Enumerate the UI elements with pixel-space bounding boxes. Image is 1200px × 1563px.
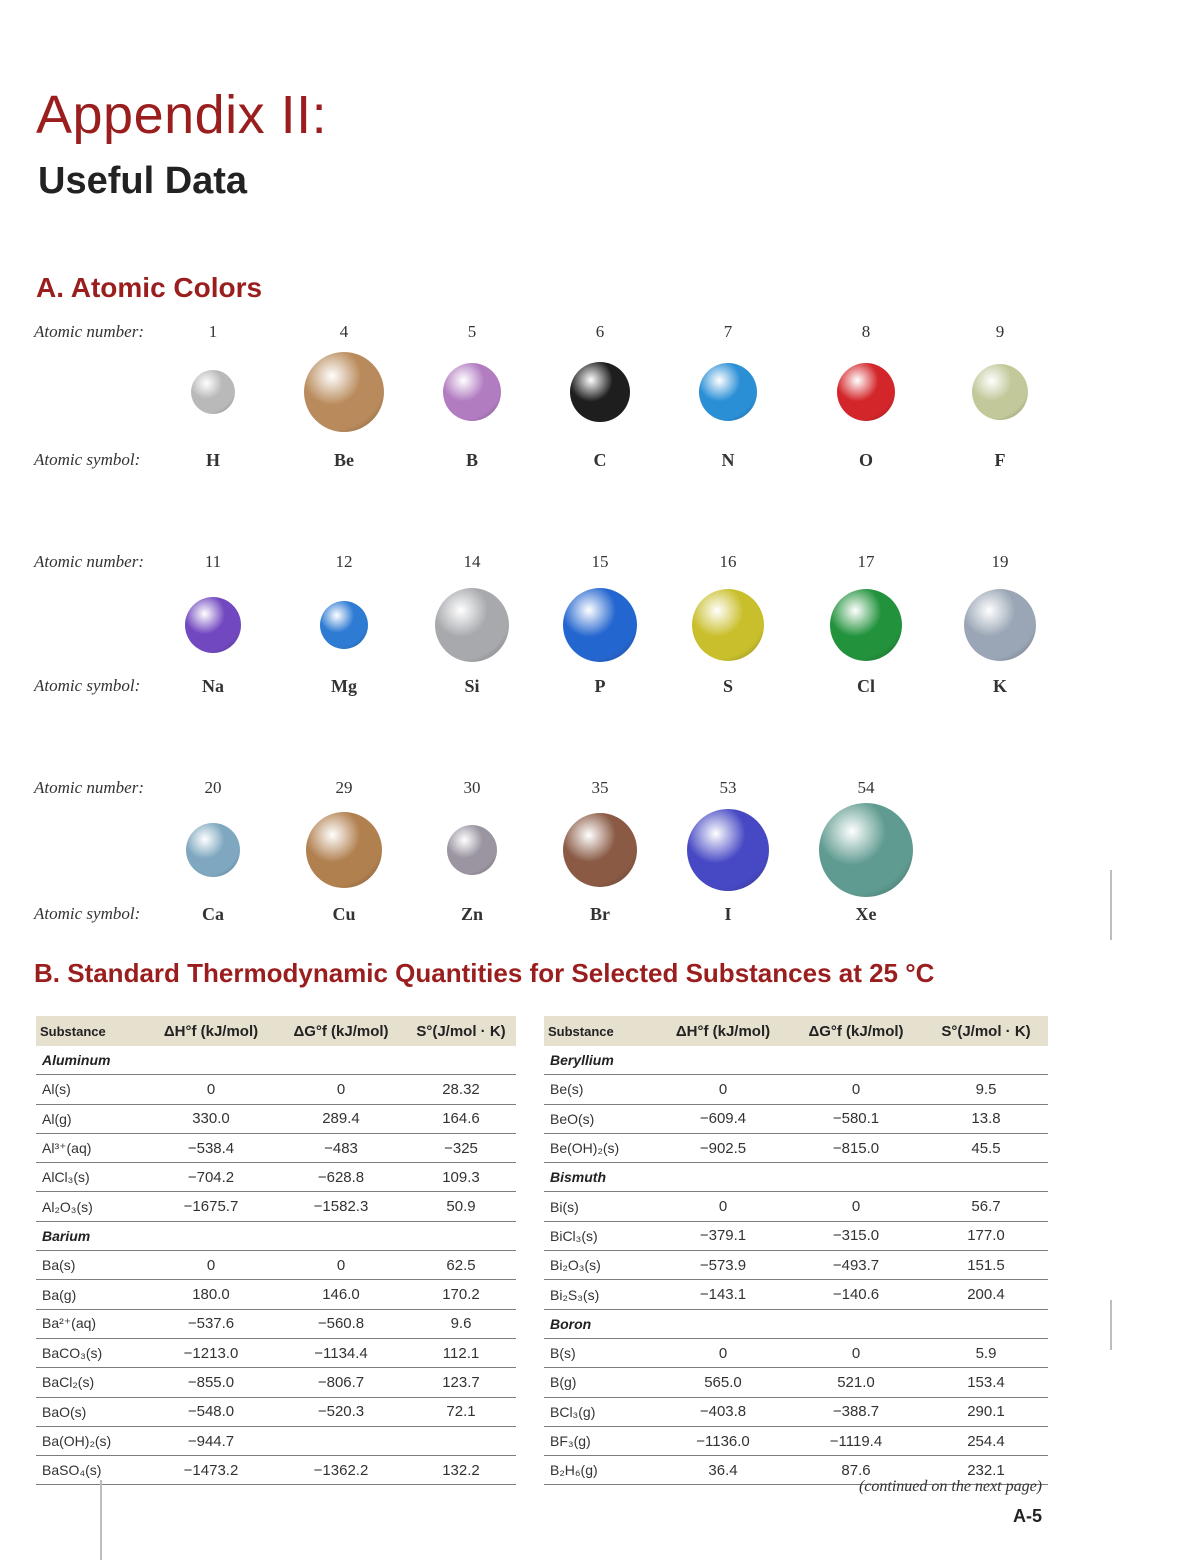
substance-cell: BCl₃(g)	[544, 1397, 658, 1426]
gibbs-cell: −483	[276, 1133, 406, 1162]
thermo-table-right	[544, 1016, 1048, 1485]
substance-cell: AlCl₃(s)	[36, 1163, 146, 1192]
table-row	[544, 1104, 1048, 1133]
entropy-cell: 153.4	[924, 1368, 1048, 1397]
gibbs-cell: 0	[276, 1251, 406, 1280]
atom-sphere-na	[185, 597, 241, 653]
entropy-cell: 28.32	[406, 1075, 516, 1104]
enthalpy-cell: −573.9	[658, 1251, 788, 1280]
atomic-number: 15	[591, 552, 609, 571]
entropy-cell: 62.5	[406, 1251, 516, 1280]
atom-sphere-mg	[320, 601, 368, 649]
entropy-cell: 170.2	[406, 1280, 516, 1309]
atomic-symbol: Zn	[460, 904, 484, 924]
gibbs-cell: 146.0	[276, 1280, 406, 1309]
enthalpy-cell: −403.8	[658, 1397, 788, 1426]
enthalpy-cell: 0	[146, 1251, 276, 1280]
entropy-cell: 56.7	[924, 1192, 1048, 1221]
atomic-symbol: B	[465, 450, 478, 470]
atom-sphere-f	[972, 364, 1028, 420]
substance-cell: BaO(s)	[36, 1397, 146, 1426]
gibbs-cell: 289.4	[276, 1104, 406, 1133]
substance-cell: B(s)	[544, 1338, 658, 1367]
atomic-symbol: Cl	[857, 676, 875, 696]
gibbs-cell: −493.7	[788, 1251, 924, 1280]
substance-cell: Bi₂O₃(s)	[544, 1251, 658, 1280]
table-row	[544, 1221, 1048, 1250]
group-label: Beryllium	[544, 1046, 1048, 1075]
atomic-symbol: H	[205, 450, 220, 470]
table-row	[544, 1133, 1048, 1162]
enthalpy-cell: 330.0	[146, 1104, 276, 1133]
header-substance: Substance	[544, 1016, 658, 1046]
entropy-cell: 200.4	[924, 1280, 1048, 1309]
atomic-number: 54	[857, 778, 875, 797]
atom-sphere-ca	[186, 823, 240, 877]
enthalpy-cell: −537.6	[146, 1309, 276, 1338]
gibbs-cell: −580.1	[788, 1104, 924, 1133]
atomic-number: 5	[467, 322, 477, 341]
gibbs-cell: −560.8	[276, 1309, 406, 1338]
table-row	[36, 1309, 516, 1338]
table-row	[544, 1426, 1048, 1455]
atom-sphere-h	[191, 370, 235, 414]
enthalpy-cell: −548.0	[146, 1397, 276, 1426]
enthalpy-cell: 565.0	[658, 1368, 788, 1397]
table-row	[36, 1397, 516, 1426]
atomic-number-label: Atomic number:	[34, 322, 145, 341]
substance-cell: BaSO₄(s)	[36, 1456, 146, 1485]
atom-sphere-b	[443, 363, 501, 421]
enthalpy-cell: −902.5	[658, 1133, 788, 1162]
gibbs-cell: −1582.3	[276, 1192, 406, 1221]
substance-cell: BaCl₂(s)	[36, 1368, 146, 1397]
table-row	[544, 1192, 1048, 1221]
substance-cell: Be(s)	[544, 1075, 658, 1104]
atomic-number: 29	[335, 778, 353, 797]
section-a-title: A. Atomic Colors	[36, 272, 263, 303]
table-row	[36, 1251, 516, 1280]
gibbs-cell: 87.6	[788, 1456, 924, 1485]
entropy-cell: 50.9	[406, 1192, 516, 1221]
enthalpy-cell: 0	[146, 1075, 276, 1104]
atomic-symbol: Si	[464, 676, 480, 696]
enthalpy-cell: −944.7	[146, 1426, 276, 1455]
atom-sphere-n	[699, 363, 757, 421]
header-enthalpy: ΔH°f (kJ/mol)	[658, 1016, 788, 1046]
table-row	[36, 1163, 516, 1192]
substance-cell: Be(OH)₂(s)	[544, 1133, 658, 1162]
entropy-cell: 164.6	[406, 1104, 516, 1133]
table-header-row	[36, 1016, 516, 1046]
table-row	[36, 1280, 516, 1309]
atomic-number: 12	[335, 552, 353, 571]
atom-sphere-xe	[819, 803, 913, 897]
substance-cell: Al(s)	[36, 1075, 146, 1104]
enthalpy-cell: −855.0	[146, 1368, 276, 1397]
table-row	[544, 1251, 1048, 1280]
atom-sphere-br	[563, 813, 637, 887]
table-row	[544, 1075, 1048, 1104]
margin-mark	[1110, 870, 1112, 940]
atom-sphere-i	[687, 809, 769, 891]
atomic-number: 1	[208, 322, 218, 341]
atomic-number: 35	[591, 778, 609, 797]
enthalpy-cell: −704.2	[146, 1163, 276, 1192]
atomic-symbol: S	[722, 676, 733, 696]
header-substance: Substance	[36, 1016, 146, 1046]
atomic-number: 16	[719, 552, 737, 571]
gibbs-cell: 0	[788, 1075, 924, 1104]
enthalpy-cell: −1675.7	[146, 1192, 276, 1221]
atomic-number: 9	[995, 322, 1005, 341]
atom-sphere-cl	[830, 589, 902, 661]
continued-note: (continued on the next page)	[858, 1478, 1042, 1495]
atomic-number: 6	[595, 322, 605, 341]
atomic-symbol: N	[721, 450, 735, 470]
substance-cell: B(g)	[544, 1368, 658, 1397]
gibbs-cell: −315.0	[788, 1221, 924, 1250]
atomic-symbol: K	[992, 676, 1007, 696]
atomic-number: 14	[463, 552, 481, 571]
entropy-cell: 109.3	[406, 1163, 516, 1192]
atomic-number: 11	[204, 552, 222, 571]
enthalpy-cell: −143.1	[658, 1280, 788, 1309]
gibbs-cell: 521.0	[788, 1368, 924, 1397]
header-entropy: S°(J/mol · K)	[406, 1016, 516, 1046]
gibbs-cell: 0	[788, 1192, 924, 1221]
entropy-cell: 5.9	[924, 1338, 1048, 1367]
atomic-symbol: Ca	[202, 904, 224, 924]
atomic-symbol-label: Atomic symbol:	[34, 450, 141, 469]
substance-cell: Al(g)	[36, 1104, 146, 1133]
atomic-symbol: O	[858, 450, 873, 470]
gibbs-cell: 0	[276, 1075, 406, 1104]
group-row	[544, 1309, 1048, 1338]
substance-cell: BaCO₃(s)	[36, 1338, 146, 1367]
entropy-cell: 290.1	[924, 1397, 1048, 1426]
atomic-symbol-label: Atomic symbol:	[34, 676, 141, 695]
atomic-symbol: Mg	[331, 676, 357, 696]
margin-mark	[100, 1480, 102, 1560]
section-b-title: B. Standard Thermodynamic Quantities for Selected Substances at 25 °C	[34, 958, 935, 988]
atomic-number: 53	[719, 778, 737, 797]
gibbs-cell: −388.7	[788, 1397, 924, 1426]
gibbs-cell: −1362.2	[276, 1456, 406, 1485]
atom-sphere-be	[304, 352, 384, 432]
atom-sphere-s	[692, 589, 764, 661]
substance-cell: Bi₂S₃(s)	[544, 1280, 658, 1309]
atomic-symbol: Be	[334, 450, 354, 470]
enthalpy-cell: 0	[658, 1192, 788, 1221]
enthalpy-cell: −379.1	[658, 1221, 788, 1250]
table-row	[36, 1338, 516, 1367]
entropy-cell: 112.1	[406, 1338, 516, 1367]
atomic-symbol: Na	[202, 676, 224, 696]
page-subtitle: Useful Data	[38, 160, 248, 202]
entropy-cell: 45.5	[924, 1133, 1048, 1162]
gibbs-cell: 0	[788, 1338, 924, 1367]
atomic-symbol: P	[594, 676, 606, 696]
header-enthalpy: ΔH°f (kJ/mol)	[146, 1016, 276, 1046]
table-row	[36, 1368, 516, 1397]
substance-cell: Ba(g)	[36, 1280, 146, 1309]
gibbs-cell: −520.3	[276, 1397, 406, 1426]
page-number: A-5	[1012, 1506, 1042, 1526]
enthalpy-cell: 0	[658, 1075, 788, 1104]
atomic-number: 8	[861, 322, 871, 341]
group-label: Boron	[544, 1309, 1048, 1338]
atomic-number: 20	[204, 778, 222, 797]
substance-cell: BF₃(g)	[544, 1426, 658, 1455]
atomic-number: 4	[339, 322, 349, 341]
entropy-cell: 72.1	[406, 1397, 516, 1426]
table-row	[36, 1456, 516, 1485]
entropy-cell: 13.8	[924, 1104, 1048, 1133]
group-row	[544, 1046, 1048, 1075]
gibbs-cell: −806.7	[276, 1368, 406, 1397]
group-row	[36, 1221, 516, 1250]
substance-cell: BeO(s)	[544, 1104, 658, 1133]
entropy-cell: 132.2	[406, 1456, 516, 1485]
gibbs-cell: −628.8	[276, 1163, 406, 1192]
enthalpy-cell: −1136.0	[658, 1426, 788, 1455]
header-gibbs: ΔG°f (kJ/mol)	[276, 1016, 406, 1046]
gibbs-cell: −1119.4	[788, 1426, 924, 1455]
table-header-row	[544, 1016, 1048, 1046]
enthalpy-cell: 180.0	[146, 1280, 276, 1309]
group-row	[36, 1046, 516, 1075]
atom-sphere-p	[563, 588, 637, 662]
entropy-cell	[406, 1426, 516, 1455]
atomic-number: 30	[463, 778, 481, 797]
gibbs-cell	[276, 1426, 406, 1455]
enthalpy-cell: −1213.0	[146, 1338, 276, 1367]
thermo-table-left	[36, 1016, 516, 1485]
substance-cell: B₂H₆(g)	[544, 1456, 658, 1485]
header-gibbs: ΔG°f (kJ/mol)	[788, 1016, 924, 1046]
table-row	[544, 1397, 1048, 1426]
group-label: Barium	[36, 1221, 516, 1250]
atom-sphere-zn	[447, 825, 497, 875]
group-label: Bismuth	[544, 1163, 1048, 1192]
substance-cell: Ba(OH)₂(s)	[36, 1426, 146, 1455]
table-row	[36, 1075, 516, 1104]
atomic-symbol: C	[593, 450, 607, 470]
entropy-cell: 9.6	[406, 1309, 516, 1338]
entropy-cell: 123.7	[406, 1368, 516, 1397]
atomic-symbol: I	[724, 904, 732, 924]
enthalpy-cell: −1473.2	[146, 1456, 276, 1485]
enthalpy-cell: 0	[658, 1338, 788, 1367]
entropy-cell: 177.0	[924, 1221, 1048, 1250]
atomic-symbol: Xe	[855, 904, 877, 924]
table-row	[36, 1426, 516, 1455]
atomic-number: 19	[991, 552, 1009, 571]
atomic-number-label: Atomic number:	[34, 552, 145, 571]
enthalpy-cell: −538.4	[146, 1133, 276, 1162]
entropy-cell: 151.5	[924, 1251, 1048, 1280]
table-row	[36, 1104, 516, 1133]
atom-sphere-si	[435, 588, 509, 662]
table-row	[544, 1280, 1048, 1309]
table-row	[544, 1338, 1048, 1367]
table-row	[36, 1192, 516, 1221]
atomic-symbol: Br	[590, 904, 610, 924]
table-row	[544, 1368, 1048, 1397]
header-entropy: S°(J/mol · K)	[924, 1016, 1048, 1046]
substance-cell: BiCl₃(s)	[544, 1221, 658, 1250]
substance-cell: Ba²⁺(aq)	[36, 1309, 146, 1338]
atomic-number: 7	[723, 322, 733, 341]
entropy-cell: 254.4	[924, 1426, 1048, 1455]
gibbs-cell: −815.0	[788, 1133, 924, 1162]
atom-sphere-o	[837, 363, 895, 421]
substance-cell: Al³⁺(aq)	[36, 1133, 146, 1162]
atomic-symbol: Cu	[332, 904, 356, 924]
atomic-number-label: Atomic number:	[34, 778, 145, 797]
page-title: Appendix II:	[36, 85, 328, 145]
entropy-cell: 232.1	[924, 1456, 1048, 1485]
substance-cell: Al₂O₃(s)	[36, 1192, 146, 1221]
enthalpy-cell: −609.4	[658, 1104, 788, 1133]
enthalpy-cell: 36.4	[658, 1456, 788, 1485]
entropy-cell: 9.5	[924, 1075, 1048, 1104]
atomic-symbol: F	[994, 450, 1006, 470]
gibbs-cell: −140.6	[788, 1280, 924, 1309]
margin-mark	[1110, 1300, 1112, 1350]
atom-sphere-k	[964, 589, 1036, 661]
atomic-symbol-label: Atomic symbol:	[34, 904, 141, 923]
table-row	[36, 1133, 516, 1162]
atom-sphere-c	[570, 362, 630, 422]
atomic-number: 17	[857, 552, 875, 571]
entropy-cell: −325	[406, 1133, 516, 1162]
group-row	[544, 1163, 1048, 1192]
group-label: Aluminum	[36, 1046, 516, 1075]
gibbs-cell: −1134.4	[276, 1338, 406, 1367]
substance-cell: Ba(s)	[36, 1251, 146, 1280]
atom-sphere-cu	[306, 812, 382, 888]
substance-cell: Bi(s)	[544, 1192, 658, 1221]
